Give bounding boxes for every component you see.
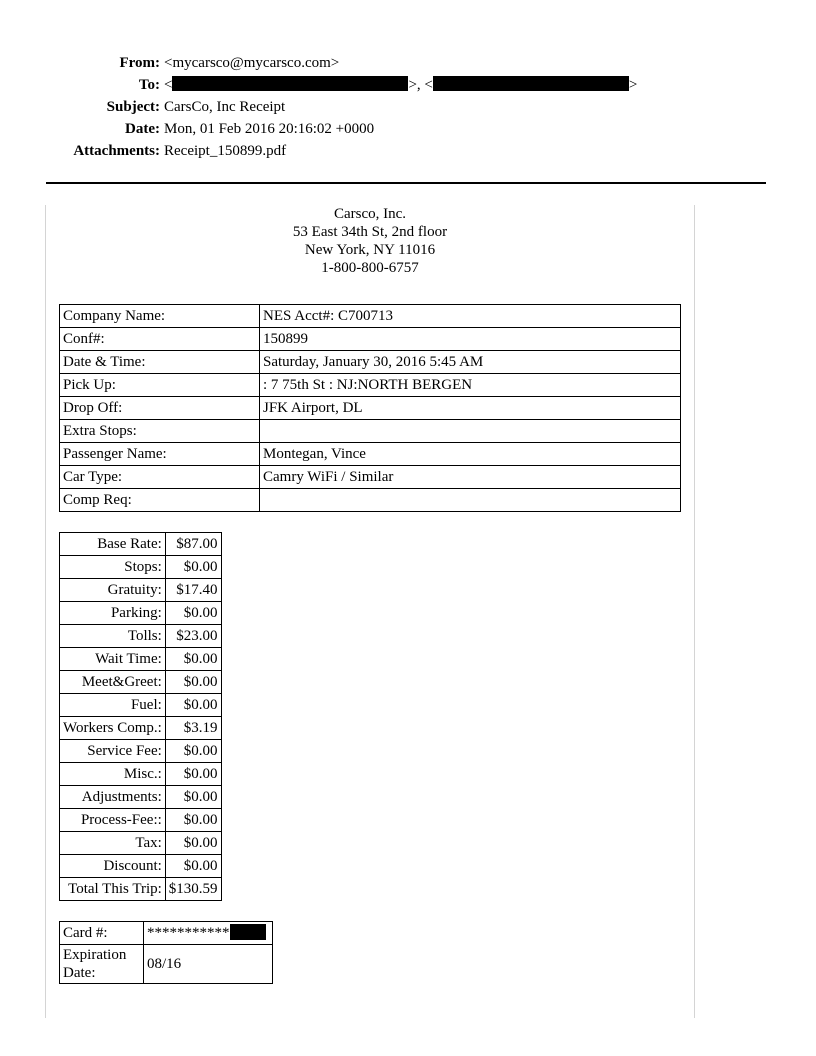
subject-row (0, 96, 816, 118)
charge-row-label: Base Rate: (60, 533, 166, 556)
to-value (164, 74, 637, 96)
trip-row (60, 443, 681, 466)
trip-row (60, 397, 681, 420)
trip-row-value: Montegan, Vince (260, 443, 681, 466)
charge-row-value: $0.00 (165, 832, 221, 855)
charge-row-label: Tolls: (60, 625, 166, 648)
charge-row-label: Process-Fee:: (60, 809, 166, 832)
charge-row (60, 855, 222, 878)
charge-row (60, 533, 222, 556)
trip-row-value: : 7 75th St : NJ:NORTH BERGEN (260, 374, 681, 397)
charge-row (60, 556, 222, 579)
subject-label: Subject: (106, 99, 160, 115)
trip-row (60, 466, 681, 489)
charge-row (60, 740, 222, 763)
charge-row-value: $130.59 (165, 878, 221, 901)
trip-row-value: Camry WiFi / Similar (260, 466, 681, 489)
charge-row-value: $0.00 (165, 855, 221, 878)
charge-row-value: $87.00 (165, 533, 221, 556)
charge-row-value: $0.00 (165, 556, 221, 579)
trip-row-label: Pick Up: (60, 374, 260, 397)
attachments-label: Attachments: (73, 143, 160, 159)
body-right-border (694, 205, 695, 1018)
payment-table (59, 921, 273, 984)
trip-row-label: Company Name: (60, 305, 260, 328)
redacted-recipient-2 (433, 76, 629, 91)
charge-row-value: $17.40 (165, 579, 221, 602)
charge-row (60, 809, 222, 832)
charge-row (60, 832, 222, 855)
charge-row-value: $0.00 (165, 602, 221, 625)
charge-row (60, 763, 222, 786)
company-name: Carsco, Inc. (333, 206, 407, 222)
charge-row (60, 625, 222, 648)
charge-row (60, 648, 222, 671)
charge-row (60, 786, 222, 809)
trip-row-label: Passenger Name: (60, 443, 260, 466)
trip-row (60, 351, 681, 374)
redacted-card-digits (230, 924, 266, 940)
charge-row (60, 717, 222, 740)
charge-row-value: $0.00 (165, 671, 221, 694)
attachment-link[interactable]: Receipt_150899.pdf (164, 143, 287, 159)
charge-row (60, 878, 222, 901)
charge-row-value: $0.00 (165, 809, 221, 832)
company-address-line-2: New York, NY 11016 (304, 242, 436, 258)
date-value: Mon, 01 Feb 2016 20:16:02 +0000 (164, 121, 375, 137)
charge-row-value: $0.00 (165, 694, 221, 717)
charge-row (60, 602, 222, 625)
attachments-row (0, 140, 816, 162)
to-label: To: (138, 77, 160, 93)
trip-row (60, 489, 681, 512)
charge-row-label: Parking: (60, 602, 166, 625)
trip-row-label: Car Type: (60, 466, 260, 489)
charge-row-label: Discount: (60, 855, 166, 878)
from-value: <mycarsco@mycarsco.com> (164, 55, 340, 71)
to-open-bracket: < (164, 77, 173, 93)
to-close-bracket: > (628, 77, 638, 93)
company-block (46, 205, 694, 277)
card-row (60, 922, 273, 945)
company-phone: 1-800-800-6757 (321, 260, 419, 276)
charge-row (60, 671, 222, 694)
charge-row-label: Tax: (60, 832, 166, 855)
trip-row-value: Saturday, January 30, 2016 5:45 AM (260, 351, 681, 374)
charge-row-label: Total This Trip: (60, 878, 166, 901)
charge-row-label: Gratuity: (60, 579, 166, 602)
card-number-masked: *********** (147, 925, 230, 941)
card-label: Card #: (60, 922, 144, 945)
charge-row-value: $0.00 (165, 740, 221, 763)
card-value (144, 922, 273, 945)
from-row (0, 52, 816, 74)
to-separator: >, < (408, 77, 433, 93)
trip-details-table (59, 304, 681, 512)
charge-row-value: $23.00 (165, 625, 221, 648)
charge-row-label: Meet&Greet: (60, 671, 166, 694)
subject-value: CarsCo, Inc Receipt (164, 99, 286, 115)
trip-row-label: Drop Off: (60, 397, 260, 420)
trip-row (60, 328, 681, 351)
redacted-recipient-1 (172, 76, 408, 91)
charge-row-label: Service Fee: (60, 740, 166, 763)
trip-row-label: Conf#: (60, 328, 260, 351)
charge-row-label: Stops: (60, 556, 166, 579)
charge-row-value: $0.00 (165, 786, 221, 809)
trip-row (60, 374, 681, 397)
trip-row-label: Extra Stops: (60, 420, 260, 443)
charge-row-value: $3.19 (165, 717, 221, 740)
trip-row-value: JFK Airport, DL (260, 397, 681, 420)
charge-row (60, 579, 222, 602)
trip-row-label: Date & Time: (60, 351, 260, 374)
trip-row-value: 150899 (260, 328, 681, 351)
expiration-label: Expiration Date: (60, 945, 144, 984)
header-divider (46, 182, 766, 184)
trip-row (60, 420, 681, 443)
charges-table (59, 532, 222, 901)
trip-row (60, 305, 681, 328)
body-left-border (45, 205, 46, 1018)
charge-row-label: Misc.: (60, 763, 166, 786)
from-label: From: (119, 55, 160, 71)
charge-row-value: $0.00 (165, 648, 221, 671)
trip-row-value: NES Acct#: C700713 (260, 305, 681, 328)
expiration-row (60, 945, 273, 984)
trip-row-label: Comp Req: (60, 489, 260, 512)
trip-row-value (260, 420, 681, 443)
charge-row-label: Wait Time: (60, 648, 166, 671)
trip-row-value (260, 489, 681, 512)
charge-row-label: Workers Comp.: (60, 717, 166, 740)
company-address-line-1: 53 East 34th St, 2nd floor (292, 224, 448, 240)
date-label: Date: (125, 121, 160, 137)
to-row (0, 74, 816, 96)
date-row (0, 118, 816, 140)
email-header (0, 52, 816, 162)
charge-row (60, 694, 222, 717)
charge-row-label: Fuel: (60, 694, 166, 717)
expiration-value: 08/16 (144, 945, 273, 984)
charge-row-value: $0.00 (165, 763, 221, 786)
charge-row-label: Adjustments: (60, 786, 166, 809)
